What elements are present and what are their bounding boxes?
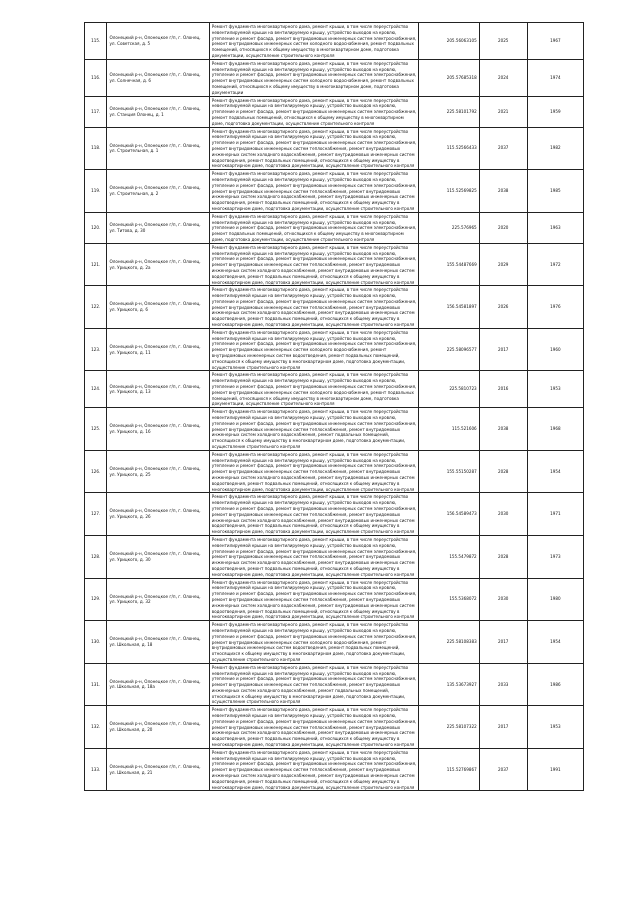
row-works: Ремонт фундамента многоквартирного дома, ремонт крыши, в том числе переустройство невентилируемой крыши на вентилируемую крышу, устройство выходов на кровлю, утепление и ремонт фасада, ремонт внутридомовых инженерных систем электроснабжения, ремонт внутридомовых инженерных систем теплоснабжения, ремонт внутридомовых инженерных систем холодного водоснабжения, ремонт внутридомовых инженерных систем водоотведения, ремонт подвальных помещений, относящихся к общему имуществу в многоквартирном доме, подготовка документации, осуществление строительного контроля xyxy=(209,170,419,213)
row-address: Олонецкий р-н, Олонецкое г/п, г. Олонец, ул. Советская, д. 5 xyxy=(107,23,209,60)
row-number: 115. xyxy=(85,23,107,60)
row-registry-number: 115.52769867 xyxy=(419,748,479,791)
row-address: Олонецкий р-н, Олонецкое г/п, г. Олонец, ул. Солнечная, д. 6 xyxy=(107,59,209,96)
row-address: Олонецкий р-н, Олонецкое г/п, г. Олонец, ул. Урицкого, д. 2а xyxy=(107,243,209,286)
row-build-year: 1960 xyxy=(527,328,583,371)
row-works: Ремонт фундамента многоквартирного дома, ремонт крыши, в том числе переустройство невентилируемой крыши на вентилируемую крышу, устройство выходов на кровлю, утепление и ремонт фасада, ремонт внутридомовых инженерных систем электроснабжения, ремонт внутридомовых инженерных систем холодного водоснабжения, ремонт подвальных помещений, относящихся к общему имуществу в многоквартирном доме, подготовка документации, осуществление строительного контроля xyxy=(209,371,419,408)
row-registry-number: 155.5479872 xyxy=(419,535,479,578)
row-number: 118. xyxy=(85,127,107,170)
row-planned-year: 2037 xyxy=(479,748,527,791)
row-address: Олонецкий р-н, Олонецкое г/п, г. Олонец, ул. Строительная, д. 2 xyxy=(107,170,209,213)
table-body xyxy=(85,23,584,791)
row-works: Ремонт фундамента многоквартирного дома, ремонт крыши, в том числе переустройство невентилируемой крыши на вентилируемую крышу, устройство выходов на кровлю, утепление и ремонт фасада, ремонт внутридомовых инженерных систем электроснабжения, ремонт внутридомовых инженерных систем теплоснабжения, ремонт внутридомовых инженерных систем холодного водоснабжения, ремонт подвальных помещений, относящихся к общему имуществу в многоквартирном доме, подготовка документации, осуществление строительного контроля xyxy=(209,408,419,451)
row-works: Ремонт фундамента многоквартирного дома, ремонт крыши, в том числе переустройство невентилируемой крыши на вентилируемую крышу, устройство выходов на кровлю, утепление и ремонт фасада, ремонт внутридомовых инженерных систем электроснабжения, ремонт внутридомовых инженерных систем теплоснабжения, ремонт внутридомовых инженерных систем холодного водоснабжения, ремонт внутридомовых инженерных систем водоотведения, ремонт подвальных помещений, относящихся к общему имуществу в многоквартирном доме, подготовка документации, осуществление строительного контроля xyxy=(209,535,419,578)
row-planned-year: 2017 xyxy=(479,621,527,664)
table-row xyxy=(85,243,584,286)
table-row xyxy=(85,706,584,749)
row-planned-year: 2026 xyxy=(479,286,527,329)
row-works: Ремонт фундамента многоквартирного дома, ремонт крыши, в том числе переустройство невентилируемой крыши на вентилируемую крышу, устройство выходов на кровлю, утепление и ремонт фасада, ремонт внутридомовых инженерных систем электроснабжения, ремонт внутридомовых инженерных систем холодного водоснабжения, ремонт внутридомовых инженерных систем водоотведения, ремонт подвальных помещений, относящихся к общему имуществу в многоквартирном доме, подготовка документации, осуществление строительного контроля xyxy=(209,328,419,371)
row-number: 123. xyxy=(85,328,107,371)
row-planned-year: 2017 xyxy=(479,328,527,371)
row-registry-number: 205.56063105 xyxy=(419,23,479,60)
table-row xyxy=(85,663,584,706)
row-registry-number: 115.52569825 xyxy=(419,170,479,213)
row-works: Ремонт фундамента многоквартирного дома, ремонт крыши, в том числе переустройство невентилируемой крыши на вентилируемую крышу, устройство выходов на кровлю, утепление и ремонт фасада, ремонт внутридомовых инженерных систем электроснабжения, ремонт внутридомовых инженерных систем холодного водоснабжения, ремонт подвальных помещений, относящихся к общему имуществу в многоквартирном доме, подготовка документации, осуществление строительного контроля xyxy=(209,23,419,60)
row-address: Олонецкий р-н, Олонецкое г/п, г. Олонец, ул. Урицкого, д. 25 xyxy=(107,450,209,493)
table-row xyxy=(85,578,584,621)
row-registry-number: 225.58096577 xyxy=(419,328,479,371)
row-works: Ремонт фундамента многоквартирного дома, ремонт крыши, в том числе переустройство невентилируемой крыши на вентилируемую крышу, устройство выходов на кровлю, утепление и ремонт фасада, ремонт внутридомовых инженерных систем электроснабжения, ремонт подвальных помещений, относящихся к общему имуществу в многоквартирном доме, подготовка документации, осуществление строительного контроля xyxy=(209,96,419,127)
row-address: Олонецкий р-н, Олонецкое г/п, г. Олонец, ул. Станция Олонец, д. 1 xyxy=(107,96,209,127)
row-number: 121. xyxy=(85,243,107,286)
row-build-year: 1959 xyxy=(527,96,583,127)
row-registry-number: 225.576965 xyxy=(419,212,479,243)
row-planned-year: 2021 xyxy=(479,96,527,127)
row-works: Ремонт фундамента многоквартирного дома, ремонт крыши, в том числе переустройство невентилируемой крыши на вентилируемую крышу, устройство выходов на кровлю, утепление и ремонт фасада, ремонт внутридомовых инженерных систем электроснабжения, ремонт внутридомовых инженерных систем теплоснабжения, ремонт внутридомовых инженерных систем холодного водоснабжения, ремонт подвальных помещений, относящихся к общему имуществу в многоквартирном доме, подготовка документации, осуществление строительного контроля xyxy=(209,663,419,706)
row-build-year: 1986 xyxy=(527,663,583,706)
row-number: 130. xyxy=(85,621,107,664)
row-number: 126. xyxy=(85,450,107,493)
row-works: Ремонт фундамента многоквартирного дома, ремонт крыши, в том числе переустройство невентилируемой крыши на вентилируемую крышу, устройство выходов на кровлю, утепление и ремонт фасада, ремонт внутридомовых инженерных систем электроснабжения, ремонт внутридомовых инженерных систем теплоснабжения, ремонт внутридомовых инженерных систем холодного водоснабжения, ремонт внутридомовых инженерных систем водоотведения, ремонт подвальных помещений, относящихся к общему имуществу в многоквартирном доме, подготовка документации, осуществление строительного контроля xyxy=(209,748,419,791)
row-number: 124. xyxy=(85,371,107,408)
row-build-year: 1982 xyxy=(527,127,583,170)
table-row xyxy=(85,748,584,791)
row-address: Олонецкий р-н, Олонецкое г/п, г. Олонец, ул. Титова, д. 30 xyxy=(107,212,209,243)
row-build-year: 1954 xyxy=(527,621,583,664)
row-build-year: 1985 xyxy=(527,170,583,213)
row-registry-number: 115.52566433 xyxy=(419,127,479,170)
row-address: Олонецкий р-н, Олонецкое г/п, г. Олонец, ул. Строительная, д. 1 xyxy=(107,127,209,170)
row-planned-year: 2025 xyxy=(479,23,527,60)
row-address: Олонецкий р-н, Олонецкое г/п, г. Олонец, ул. Урицкого, д. 26 xyxy=(107,493,209,536)
row-registry-number: 225.58108383 xyxy=(419,621,479,664)
table-row xyxy=(85,371,584,408)
row-build-year: 1991 xyxy=(527,748,583,791)
row-build-year: 1971 xyxy=(527,493,583,536)
table-row xyxy=(85,286,584,329)
table-row xyxy=(85,535,584,578)
row-address: Олонецкий р-н, Олонецкое г/п, г. Олонец, ул. Школьная, д. 18а xyxy=(107,663,209,706)
row-build-year: 1954 xyxy=(527,450,583,493)
row-works: Ремонт фундамента многоквартирного дома, ремонт крыши, в том числе переустройство невентилируемой крыши на вентилируемую крышу, устройство выходов на кровлю, утепление и ремонт фасада, ремонт внутридомовых инженерных систем электроснабжения, ремонт внутридомовых инженерных систем холодного водоснабжения, ремонт внутридомовых инженерных систем водоотведения, ремонт подвальных помещений, относящихся к общему имуществу в многоквартирном доме, подготовка документации, осуществление строительного контроля xyxy=(209,621,419,664)
row-registry-number: 155.5368072 xyxy=(419,578,479,621)
row-build-year: 1967 xyxy=(527,23,583,60)
row-address: Олонецкий р-н, Олонецкое г/п, г. Олонец, ул. Урицкого, д. 6 xyxy=(107,286,209,329)
row-build-year: 1976 xyxy=(527,286,583,329)
row-planned-year: 2033 xyxy=(479,663,527,706)
row-address: Олонецкий р-н, Олонецкое г/п, г. Олонец, ул. Школьная, д. 21 xyxy=(107,748,209,791)
table-row xyxy=(85,23,584,60)
row-registry-number: 205.57685318 xyxy=(419,59,479,96)
row-address: Олонецкий р-н, Олонецкое г/п, г. Олонец, ул. Урицкого, д. 13 xyxy=(107,371,209,408)
row-number: 128. xyxy=(85,535,107,578)
row-planned-year: 2017 xyxy=(479,706,527,749)
table-row xyxy=(85,621,584,664)
row-planned-year: 2030 xyxy=(479,578,527,621)
table-row xyxy=(85,450,584,493)
row-address: Олонецкий р-н, Олонецкое г/п, г. Олонец, ул. Урицкого, д. 16 xyxy=(107,408,209,451)
row-build-year: 1972 xyxy=(527,243,583,286)
row-number: 120. xyxy=(85,212,107,243)
row-build-year: 1963 xyxy=(527,212,583,243)
row-registry-number: 156.54589473 xyxy=(419,493,479,536)
row-build-year: 1953 xyxy=(527,706,583,749)
row-planned-year: 2016 xyxy=(479,371,527,408)
row-number: 117. xyxy=(85,96,107,127)
row-address: Олонецкий р-н, Олонецкое г/п, г. Олонец, ул. Школьная, д. 20 xyxy=(107,706,209,749)
table-row xyxy=(85,96,584,127)
row-build-year: 1968 xyxy=(527,408,583,451)
row-address: Олонецкий р-н, Олонецкое г/п, г. Олонец, ул. Урицкого, д. 32 xyxy=(107,578,209,621)
row-works: Ремонт фундамента многоквартирного дома, ремонт крыши, в том числе переустройство невентилируемой крыши на вентилируемую крышу, устройство выходов на кровлю, утепление и ремонт фасада, ремонт внутридомовых инженерных систем электроснабжения, ремонт внутридомовых инженерных систем теплоснабжения, ремонт внутридомовых инженерных систем холодного водоснабжения, ремонт внутридомовых инженерных систем водоотведения, ремонт подвальных помещений, относящихся к общему имуществу в многоквартирном доме, подготовка документации, осуществление строительного контроля xyxy=(209,243,419,286)
capital-repair-table xyxy=(84,22,584,791)
row-works: Ремонт фундамента многоквартирного дома, ремонт крыши, в том числе переустройство невентилируемой крыши на вентилируемую крышу, устройство выходов на кровлю, утепление и ремонт фасада, ремонт внутридомовых инженерных систем электроснабжения, ремонт внутридомовых инженерных систем теплоснабжения, ремонт внутридомовых инженерных систем холодного водоснабжения, ремонт внутридомовых инженерных систем водоотведения, ремонт подвальных помещений, относящихся к общему имуществу в многоквартирном доме, подготовка документации, осуществление строительного контроля xyxy=(209,450,419,493)
row-works: Ремонт фундамента многоквартирного дома, ремонт крыши, в том числе переустройство невентилируемой крыши на вентилируемую крышу, устройство выходов на кровлю, утепление и ремонт фасада, ремонт внутридомовых инженерных систем электроснабжения, ремонт внутридомовых инженерных систем теплоснабжения, ремонт внутридомовых инженерных систем холодного водоснабжения, ремонт внутридомовых инженерных систем водоотведения, ремонт подвальных помещений, относящихся к общему имуществу в многоквартирном доме, подготовка документации, осуществление строительного контроля xyxy=(209,127,419,170)
row-number: 125. xyxy=(85,408,107,451)
row-number: 133. xyxy=(85,748,107,791)
row-planned-year: 2030 xyxy=(479,493,527,536)
row-number: 131. xyxy=(85,663,107,706)
table-row xyxy=(85,408,584,451)
row-works: Ремонт фундамента многоквартирного дома, ремонт крыши, в том числе переустройство невентилируемой крыши на вентилируемую крышу, устройство выходов на кровлю, утепление и ремонт фасада, ремонт внутридомовых инженерных систем электроснабжения, ремонт внутридомовых инженерных систем теплоснабжения, ремонт внутридомовых инженерных систем холодного водоснабжения, ремонт внутридомовых инженерных систем водоотведения, ремонт подвальных помещений, относящихся к общему имуществу в многоквартирном доме, подготовка документации, осуществление строительного контроля xyxy=(209,493,419,536)
row-planned-year: 2028 xyxy=(479,535,527,578)
row-planned-year: 2038 xyxy=(479,170,527,213)
row-registry-number: 156.54581897 xyxy=(419,286,479,329)
row-registry-number: 155.54487669 xyxy=(419,243,479,286)
row-registry-number: 115.521606 xyxy=(419,408,479,451)
row-build-year: 1973 xyxy=(527,535,583,578)
row-build-year: 1980 xyxy=(527,578,583,621)
row-planned-year: 2037 xyxy=(479,127,527,170)
table-row xyxy=(85,127,584,170)
table-row xyxy=(85,59,584,96)
row-registry-number: 155.55150287 xyxy=(419,450,479,493)
row-registry-number: 135.53673927 xyxy=(419,663,479,706)
row-registry-number: 225.5810723 xyxy=(419,371,479,408)
row-registry-number: 225.58101792 xyxy=(419,96,479,127)
row-works: Ремонт фундамента многоквартирного дома, ремонт крыши, в том числе переустройство невентилируемой крыши на вентилируемую крышу, устройство выходов на кровлю, утепление и ремонт фасада, ремонт внутридомовых инженерных систем электроснабжения, ремонт внутридомовых инженерных систем теплоснабжения, ремонт внутридомовых инженерных систем холодного водоснабжения, ремонт внутридомовых инженерных систем водоотведения, ремонт подвальных помещений, относящихся к общему имуществу в многоквартирном доме, подготовка документации, осуществление строительного контроля xyxy=(209,286,419,329)
row-number: 122. xyxy=(85,286,107,329)
row-number: 129. xyxy=(85,578,107,621)
row-registry-number: 225.58107322 xyxy=(419,706,479,749)
row-planned-year: 2038 xyxy=(479,408,527,451)
row-planned-year: 2029 xyxy=(479,243,527,286)
row-works: Ремонт фундамента многоквартирного дома, ремонт крыши, в том числе переустройство невентилируемой крыши на вентилируемую крышу, устройство выходов на кровлю, утепление и ремонт фасада, ремонт внутридомовых инженерных систем электроснабжения, ремонт внутридомовых инженерных систем теплоснабжения, ремонт внутридомовых инженерных систем холодного водоснабжения, ремонт внутридомовых инженерных систем водоотведения, ремонт подвальных помещений, относящихся к общему имуществу в многоквартирном доме, подготовка документации, осуществление строительного контроля xyxy=(209,578,419,621)
row-works: Ремонт фундамента многоквартирного дома, ремонт крыши, в том числе переустройство невентилируемой крыши на вентилируемую крышу, устройство выходов на кровлю, утепление и ремонт фасада, ремонт внутридомовых инженерных систем электроснабжения, ремонт внутридомовых инженерных систем холодного водоснабжения, ремонт подвальных помещений, относящихся к общему имуществу в многоквартирном доме, подготовка документации xyxy=(209,59,419,96)
row-works: Ремонт фундамента многоквартирного дома, ремонт крыши, в том числе переустройство невентилируемой крыши на вентилируемую крышу, устройство выходов на кровлю, утепление и ремонт фасада, ремонт внутридомовых инженерных систем электроснабжения, ремонт внутридомовых инженерных систем теплоснабжения, ремонт внутридомовых инженерных систем холодного водоснабжения, ремонт внутридомовых инженерных систем водоотведения, ремонт подвальных помещений, относящихся к общему имуществу в многоквартирном доме, подготовка документации, осуществление строительного контроля xyxy=(209,706,419,749)
table-row xyxy=(85,328,584,371)
row-address: Олонецкий р-н, Олонецкое г/п, г. Олонец, ул. Урицкого, д. 30 xyxy=(107,535,209,578)
table-row xyxy=(85,493,584,536)
row-build-year: 1953 xyxy=(527,371,583,408)
table-row xyxy=(85,170,584,213)
row-planned-year: 2028 xyxy=(479,450,527,493)
row-number: 132. xyxy=(85,706,107,749)
row-address: Олонецкий р-н, Олонецкое г/п, г. Олонец, ул. Урицкого, д. 11 xyxy=(107,328,209,371)
row-build-year: 1974 xyxy=(527,59,583,96)
row-number: 116. xyxy=(85,59,107,96)
row-number: 119. xyxy=(85,170,107,213)
row-planned-year: 2024 xyxy=(479,59,527,96)
table-row xyxy=(85,212,584,243)
row-planned-year: 2020 xyxy=(479,212,527,243)
row-number: 127. xyxy=(85,493,107,536)
row-works: Ремонт фундамента многоквартирного дома, ремонт крыши, в том числе переустройство невентилируемой крыши на вентилируемую крышу, устройство выходов на кровлю, утепление и ремонт фасада, ремонт внутридомовых инженерных систем электроснабжения, ремонт подвальных помещений, относящихся к общему имуществу в многоквартирном доме, подготовка документации, осуществление строительного контроля xyxy=(209,212,419,243)
row-address: Олонецкий р-н, Олонецкое г/п, г. Олонец, ул. Школьная, д. 18 xyxy=(107,621,209,664)
document-page xyxy=(84,22,584,791)
